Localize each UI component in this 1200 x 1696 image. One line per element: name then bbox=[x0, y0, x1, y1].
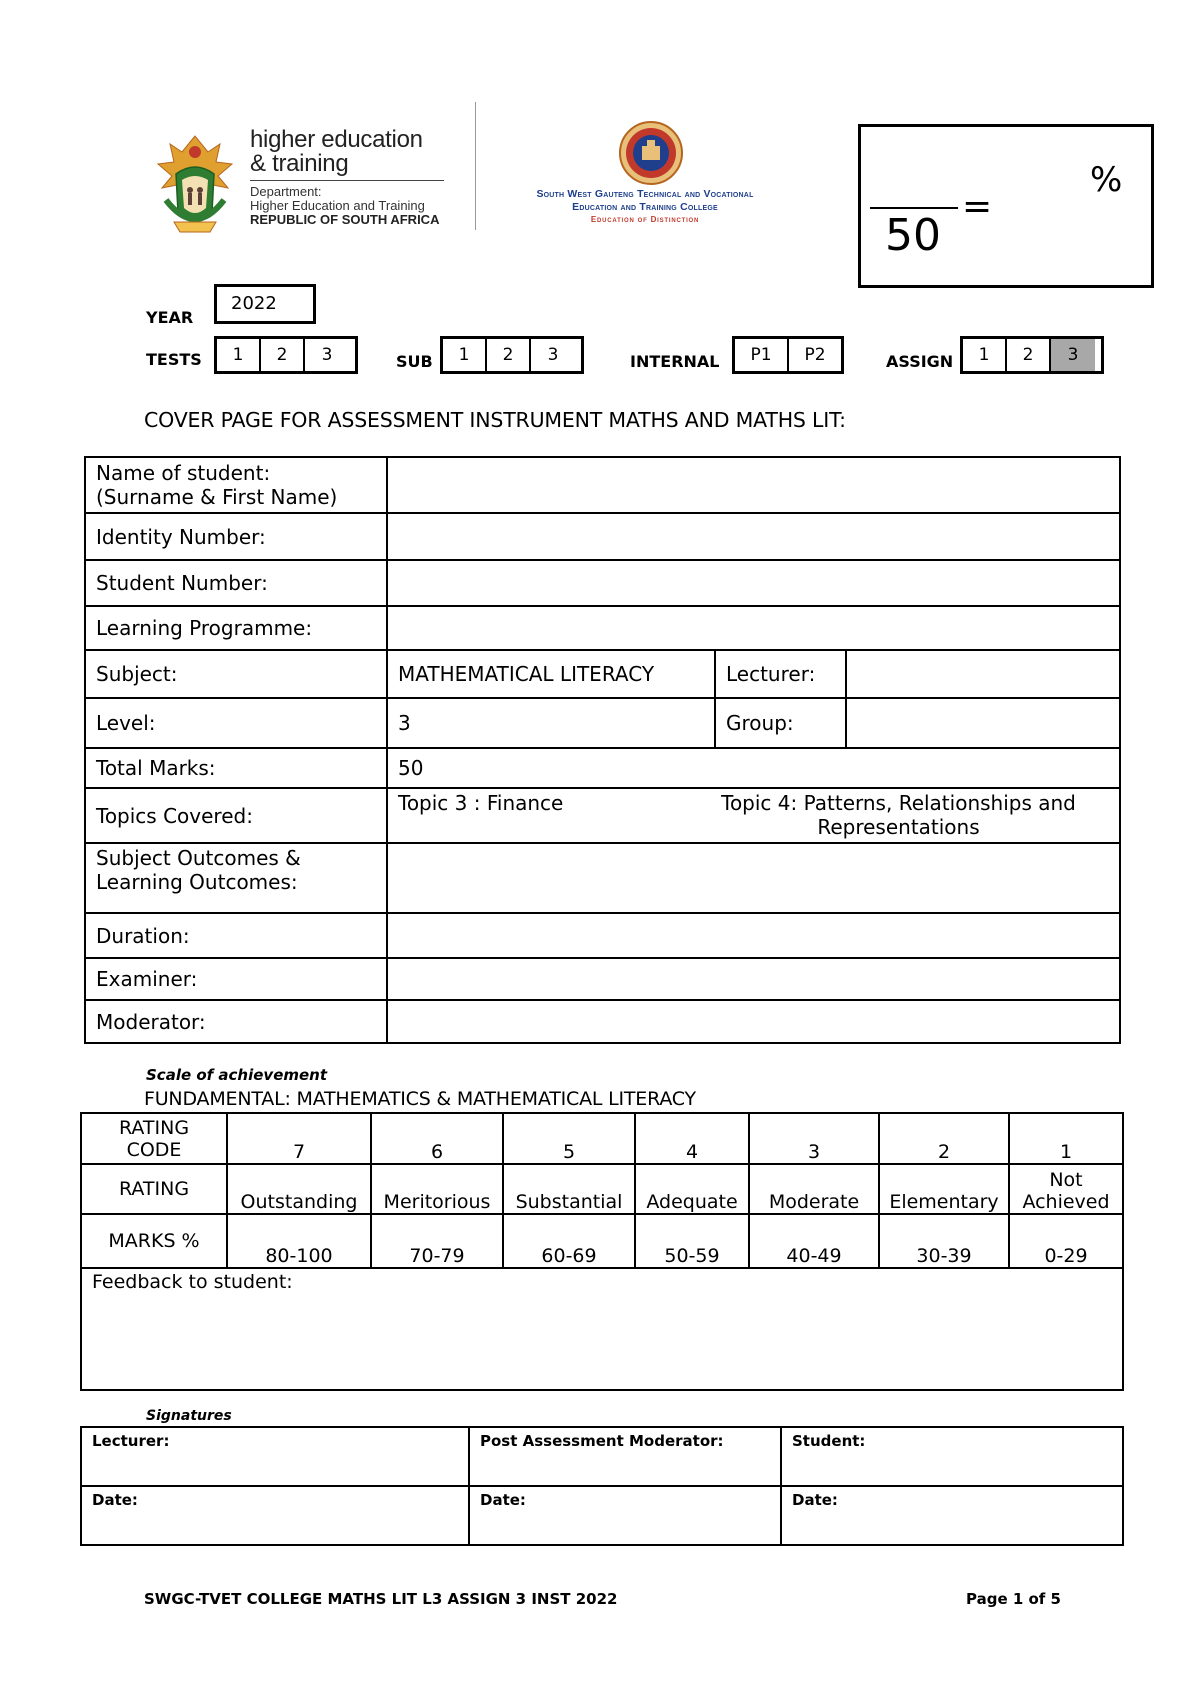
score-box bbox=[858, 124, 1154, 288]
internal-label: INTERNAL bbox=[630, 352, 720, 371]
marks-cell: 40-49 bbox=[749, 1214, 879, 1268]
topics-value bbox=[387, 788, 1120, 843]
scale-caption: Scale of achievement bbox=[146, 1066, 328, 1084]
rating-cell: Outstanding bbox=[227, 1164, 371, 1214]
sub-label: SUB bbox=[396, 352, 433, 371]
year-field[interactable]: 2022 bbox=[214, 284, 316, 324]
dhet-coat-of-arms-logo bbox=[152, 130, 238, 240]
dhet-line2: & training bbox=[250, 150, 349, 177]
marks-cell: 30-39 bbox=[879, 1214, 1009, 1268]
subject-value: MATHEMATICAL LITERACY bbox=[387, 650, 715, 698]
feedback-box[interactable] bbox=[80, 1267, 1124, 1391]
logo-divider bbox=[475, 102, 476, 230]
rating-cell: Meritorious bbox=[371, 1164, 503, 1214]
topic-patterns: Topic 4: Patterns, Relationships and Representations bbox=[721, 791, 1076, 839]
sig-student[interactable]: Student: bbox=[781, 1427, 1123, 1486]
tests-option-2[interactable]: 2 bbox=[261, 339, 305, 371]
dhet-country: REPUBLIC OF SOUTH AFRICA bbox=[250, 212, 440, 227]
sig-student-date[interactable]: Date: bbox=[781, 1486, 1123, 1545]
row-outcomes bbox=[85, 843, 1120, 913]
programme-field[interactable] bbox=[387, 606, 1120, 650]
internal-option-p1[interactable]: P1 bbox=[735, 339, 789, 371]
sub-option-2[interactable]: 2 bbox=[487, 339, 531, 371]
topic-finance: Topic 3 : Finance bbox=[398, 791, 564, 815]
row-identity bbox=[85, 513, 1120, 560]
cover-page-title: COVER PAGE FOR ASSESSMENT INSTRUMENT MATHS AND MATHS LIT: bbox=[144, 408, 846, 432]
college-name bbox=[480, 188, 810, 226]
lecturer-field[interactable] bbox=[846, 650, 1120, 698]
row-subject bbox=[85, 650, 1120, 698]
score-percent: % bbox=[1090, 160, 1123, 200]
student-info-table bbox=[84, 456, 1121, 1044]
rating-cell-not-achieved: Not Achieved bbox=[1009, 1164, 1123, 1214]
level-value: 3 bbox=[387, 698, 715, 748]
dhet-line1: higher education bbox=[250, 126, 423, 153]
assign-option-1[interactable]: 1 bbox=[963, 339, 1007, 371]
group-field[interactable] bbox=[846, 698, 1120, 748]
rating-cell: Adequate bbox=[635, 1164, 749, 1214]
code-cell: 4 bbox=[635, 1113, 749, 1164]
year-label: YEAR bbox=[146, 308, 194, 327]
code-cell: 6 bbox=[371, 1113, 503, 1164]
dhet-dept-name: Higher Education and Training bbox=[250, 198, 425, 213]
name-label: Name of student: (Surname & First Name) bbox=[85, 457, 387, 513]
college-name-line2: Education and Training College bbox=[572, 201, 718, 213]
outcomes-label: Subject Outcomes & Learning Outcomes: bbox=[85, 843, 387, 913]
code-cell: 1 bbox=[1009, 1113, 1123, 1164]
row-topics bbox=[85, 788, 1120, 843]
sub-selector bbox=[440, 336, 584, 374]
total-marks-label: Total Marks: bbox=[85, 748, 387, 788]
signatures-table bbox=[80, 1426, 1124, 1546]
sub-option-1[interactable]: 1 bbox=[443, 339, 487, 371]
code-cell: 5 bbox=[503, 1113, 635, 1164]
sig-row-names bbox=[81, 1427, 1123, 1486]
level-label: Level: bbox=[85, 698, 387, 748]
student-number-field[interactable] bbox=[387, 560, 1120, 606]
marks-cell: 60-69 bbox=[503, 1214, 635, 1268]
student-number-label: Student Number: bbox=[85, 560, 387, 606]
code-cell: 7 bbox=[227, 1113, 371, 1164]
sig-row-dates bbox=[81, 1486, 1123, 1545]
scale-row-rating bbox=[81, 1164, 1123, 1214]
moderator-field[interactable] bbox=[387, 1000, 1120, 1043]
sig-moderator-date[interactable]: Date: bbox=[469, 1486, 781, 1545]
moderator-label: Moderator: bbox=[85, 1000, 387, 1043]
lecturer-label: Lecturer: bbox=[715, 650, 846, 698]
marks-cell: 50-59 bbox=[635, 1214, 749, 1268]
marks-cell: 70-79 bbox=[371, 1214, 503, 1268]
total-marks-value: 50 bbox=[387, 748, 1120, 788]
row-name bbox=[85, 457, 1120, 513]
assign-option-3-selected[interactable]: 3 bbox=[1051, 339, 1095, 371]
row-duration bbox=[85, 913, 1120, 958]
topics-label: Topics Covered: bbox=[85, 788, 387, 843]
internal-selector bbox=[732, 336, 844, 374]
footer-page-number: Page 1 of 5 bbox=[966, 1590, 1061, 1608]
row-student-number bbox=[85, 560, 1120, 606]
row-moderator bbox=[85, 1000, 1120, 1043]
row-total-marks bbox=[85, 748, 1120, 788]
tests-selector bbox=[214, 336, 358, 374]
tests-option-1[interactable]: 1 bbox=[217, 339, 261, 371]
identity-label: Identity Number: bbox=[85, 513, 387, 560]
sig-lecturer-date[interactable]: Date: bbox=[81, 1486, 469, 1545]
marks-cell: 0-29 bbox=[1009, 1214, 1123, 1268]
row-level bbox=[85, 698, 1120, 748]
marks-cell: 80-100 bbox=[227, 1214, 371, 1268]
feedback-label: Feedback to student: bbox=[92, 1271, 293, 1293]
row-examiner bbox=[85, 958, 1120, 1000]
code-cell: 2 bbox=[879, 1113, 1009, 1164]
rating-cell: Substantial bbox=[503, 1164, 635, 1214]
group-label: Group: bbox=[715, 698, 846, 748]
score-equals: = bbox=[962, 186, 993, 227]
assign-option-2[interactable]: 2 bbox=[1007, 339, 1051, 371]
row-programme bbox=[85, 606, 1120, 650]
name-field[interactable] bbox=[387, 457, 1120, 513]
college-motto: Education of Distinction bbox=[590, 215, 700, 224]
signatures-caption: Signatures bbox=[146, 1408, 232, 1424]
college-seal-logo bbox=[618, 120, 684, 186]
subject-label: Subject: bbox=[85, 650, 387, 698]
tests-label: TESTS bbox=[146, 350, 202, 369]
dhet-rule bbox=[250, 180, 444, 181]
rating-cell: Moderate bbox=[749, 1164, 879, 1214]
assign-label: ASSIGN bbox=[886, 352, 954, 371]
rating-label: RATING bbox=[81, 1164, 227, 1214]
assign-selector bbox=[960, 336, 1104, 374]
identity-field[interactable] bbox=[387, 513, 1120, 560]
scale-of-achievement-table bbox=[80, 1112, 1124, 1269]
sub-option-3[interactable]: 3 bbox=[547, 345, 559, 365]
programme-label: Learning Programme: bbox=[85, 606, 387, 650]
examiner-field[interactable] bbox=[387, 958, 1120, 1000]
tests-option-3[interactable]: 3 bbox=[321, 345, 333, 365]
rating-cell: Elementary bbox=[879, 1164, 1009, 1214]
scale-row-code bbox=[81, 1113, 1123, 1164]
score-denominator: 50 bbox=[885, 210, 941, 261]
sig-moderator[interactable]: Post Assessment Moderator: bbox=[469, 1427, 781, 1486]
footer-doc-ref: SWGC-TVET COLLEGE MATHS LIT L3 ASSIGN 3 INST 2022 bbox=[144, 1590, 618, 1608]
marks-label: MARKS % bbox=[81, 1214, 227, 1268]
internal-option-p2[interactable]: P2 bbox=[804, 345, 826, 365]
score-fraction-line bbox=[870, 207, 958, 209]
dhet-logo-text bbox=[250, 128, 450, 227]
college-name-line1: South West Gauteng Technical and Vocational bbox=[536, 188, 754, 200]
duration-label: Duration: bbox=[85, 913, 387, 958]
scale-title: FUNDAMENTAL: MATHEMATICS & MATHEMATICAL LITERACY bbox=[144, 1088, 696, 1110]
rating-code-label: RATING CODE bbox=[81, 1113, 227, 1164]
dhet-dept: Department: bbox=[250, 184, 322, 199]
examiner-label: Examiner: bbox=[85, 958, 387, 1000]
scale-row-marks bbox=[81, 1214, 1123, 1268]
sig-lecturer[interactable]: Lecturer: bbox=[81, 1427, 469, 1486]
code-cell: 3 bbox=[749, 1113, 879, 1164]
outcomes-field[interactable] bbox=[387, 843, 1120, 913]
duration-field[interactable] bbox=[387, 913, 1120, 958]
